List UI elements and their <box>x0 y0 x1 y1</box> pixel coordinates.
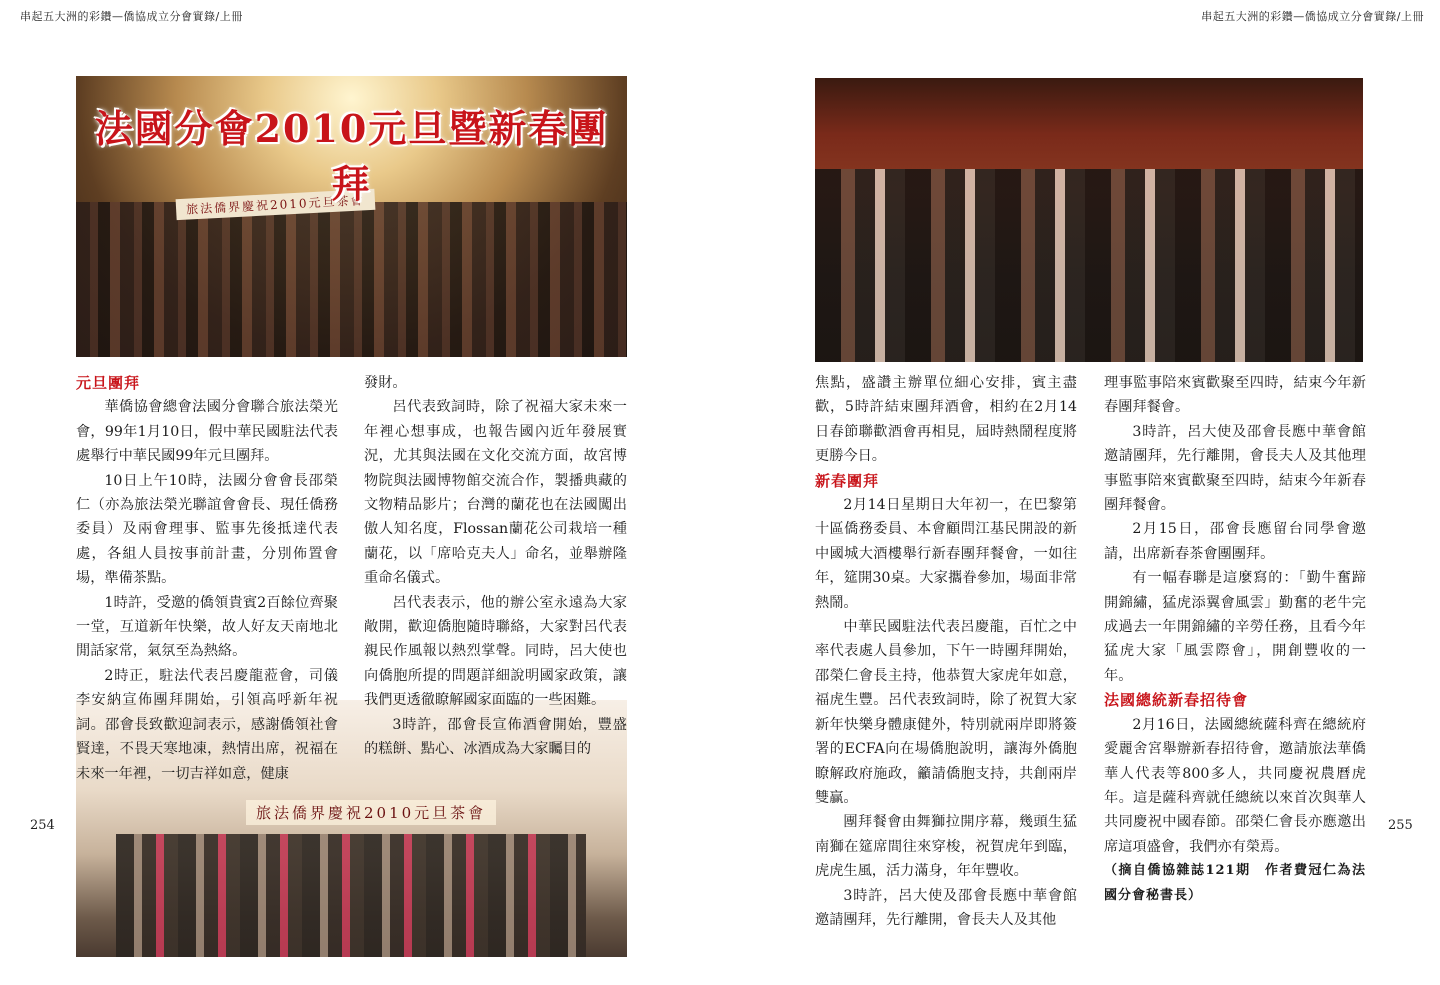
paragraph: 有一幅春聯是這麼寫的：「勤牛奮蹄開錦繡，猛虎添翼會風雲」勤奮的老牛完成過去一年開錦繡的辛勞任務，且看今年猛虎大家「風雲際會」，開創豐收的一年。 <box>1104 570 1366 684</box>
paragraph: 焦點，盛讚主辦單位細心安排，賓主盡歡，5時許結束團拜酒會，相約在2月14日春節聯歡酒會再相見，屆時熱鬧程度將更勝今日。 <box>815 375 1077 465</box>
page-number-right: 255 <box>1388 818 1413 833</box>
paragraph: 10日上午10時，法國分會會長邵榮仁（亦為旅法榮光聯誼會會長、現任僑務委員）及兩會理事、監事先後抵達代表處，各組人員按事前計畫，分別佈置會場，準備茶點。 <box>76 472 338 587</box>
photo-banner-bottom: 旅法僑界慶祝2010元旦茶會 <box>246 800 496 825</box>
text-column-3 <box>815 371 1077 932</box>
group-portrait-silhouettes <box>116 834 586 957</box>
paragraph: 3時許，呂大使及邵會長應中華會館邀請團拜，先行離開，會長夫人及其他 <box>815 887 1077 928</box>
section-heading: 新春團拜 <box>815 471 880 490</box>
paragraph: 中華民國駐法代表呂慶龍，百忙之中率代表處人員參加，下午一時團拜開始，邵榮仁會長主持，他恭賀大家虎年如意，福虎生豐。呂代表致詞時，除了祝賀大家新年快樂身體康健外，特別就兩岸即將簽署的ECFA向在場僑胞說明，讓海外僑胞瞭解政府施政，籲請僑胞支持，共創兩岸雙贏。 <box>815 619 1077 806</box>
photo-banner: 旅法僑界慶祝2010元旦茶會 <box>176 189 375 220</box>
section-heading: 元旦團拜 <box>76 374 141 392</box>
group-silhouettes <box>815 169 1363 362</box>
paragraph: 呂代表致詞時，除了祝福大家未來一年裡心想事成，也報告國內近年發展實況，尤其與法國在文化交流方面，故宮博物院與法國博物館交流合作，製播典藏的文物精品影片；台灣的蘭花也在法國闖出傲人知名度，Flossan蘭花公司栽培一種蘭花，以「席哈克夫人」命名，並舉辦隆重命名儀式。 <box>364 399 627 587</box>
photo-new-year-gathering <box>76 76 627 357</box>
running-head-left: 串起五大洲的彩鑽—僑協成立分會實錄/上冊 <box>20 10 243 23</box>
paragraph: 理事監事陪來賓歡聚至四時，結束今年新春團拜餐會。 <box>1104 375 1366 416</box>
source-credit: （摘自僑協雜誌121期 作者費冠仁為法國分會秘書長） <box>1104 863 1366 903</box>
paragraph: 2月16日，法國總統薩科齊在總統府愛麗舍宮舉辦新春招待會，邀請旅法華僑華人代表等800多人，共同慶祝農曆虎年。這是薩科齊就任總統以來首次與華人共同慶祝中國春節。邵榮仁會長亦應邀出席這項盛會，我們亦有榮焉。 <box>1104 716 1366 855</box>
paragraph: 2時正，駐法代表呂慶龍蒞會，司儀李安納宣佈團拜開始，引領高呼新年祝詞。邵會長致歡迎詞表示，感謝僑領社會賢達，不畏天寒地凍，熱情出席，祝福在未來一年裡，一切吉祥如意，健康 <box>76 667 338 782</box>
photo-spring-festival-group <box>815 78 1363 362</box>
paragraph: 2月14日星期日大年初一，在巴黎第十區僑務委員、本會顧問江基民開設的新中國城大酒樓舉行新春團拜餐會，一如往年，筵開30桌。大家攜眷參加，場面非常熱鬧。 <box>815 497 1077 611</box>
paragraph: 1時許，受邀的僑領貴賓2百餘位齊聚一堂，互道新年快樂，故人好友天南地北閒話家常，氣氛至為熱絡。 <box>76 594 338 660</box>
text-column-2 <box>364 371 627 762</box>
page-number-left: 254 <box>30 818 55 833</box>
text-column-4 <box>1104 371 1366 908</box>
section-heading: 法國總統新春招待會 <box>1104 691 1249 710</box>
paragraph: 呂代表表示，他的辦公室永遠為大家敞開，歡迎僑胞隨時聯絡，大家對呂代表親民作風報以熱烈掌聲。同時，呂大使也向僑胞所提的問題詳細說明國家政策，讓我們更透徹瞭解國家面臨的一些困難。 <box>364 594 627 709</box>
paragraph: 3時許，呂大使及邵會長應中華會館邀請團拜，先行離開，會長夫人及其他理事監事陪來賓歡聚至四時，結束今年新春團拜餐會。 <box>1104 423 1366 514</box>
paragraph: 3時許，邵會長宣佈酒會開始，豐盛的糕餅、點心、冰酒成為大家矚目的 <box>364 716 627 758</box>
text-column-1 <box>76 371 338 786</box>
paragraph: 華僑協會總會法國分會聯合旅法榮光會，99年1月10日，假中華民國駐法代表處舉行中華民國99年元旦團拜。 <box>76 399 338 465</box>
crowd-silhouettes <box>76 202 627 357</box>
photo-title: 法國分會2010元旦暨新春團拜 <box>94 106 609 206</box>
paragraph: 發財。 <box>364 375 407 391</box>
paragraph: 團拜餐會由舞獅拉開序幕，幾頭生猛南獅在筵席間往來穿梭，祝賀虎年到臨，虎虎生風，活力滿身，年年豐收。 <box>815 814 1077 880</box>
paragraph: 2月15日，邵會長應留台同學會邀請，出席新春茶會團團拜。 <box>1104 521 1366 562</box>
running-head-right: 串起五大洲的彩鑽—僑協成立分會實錄/上冊 <box>1201 10 1424 23</box>
